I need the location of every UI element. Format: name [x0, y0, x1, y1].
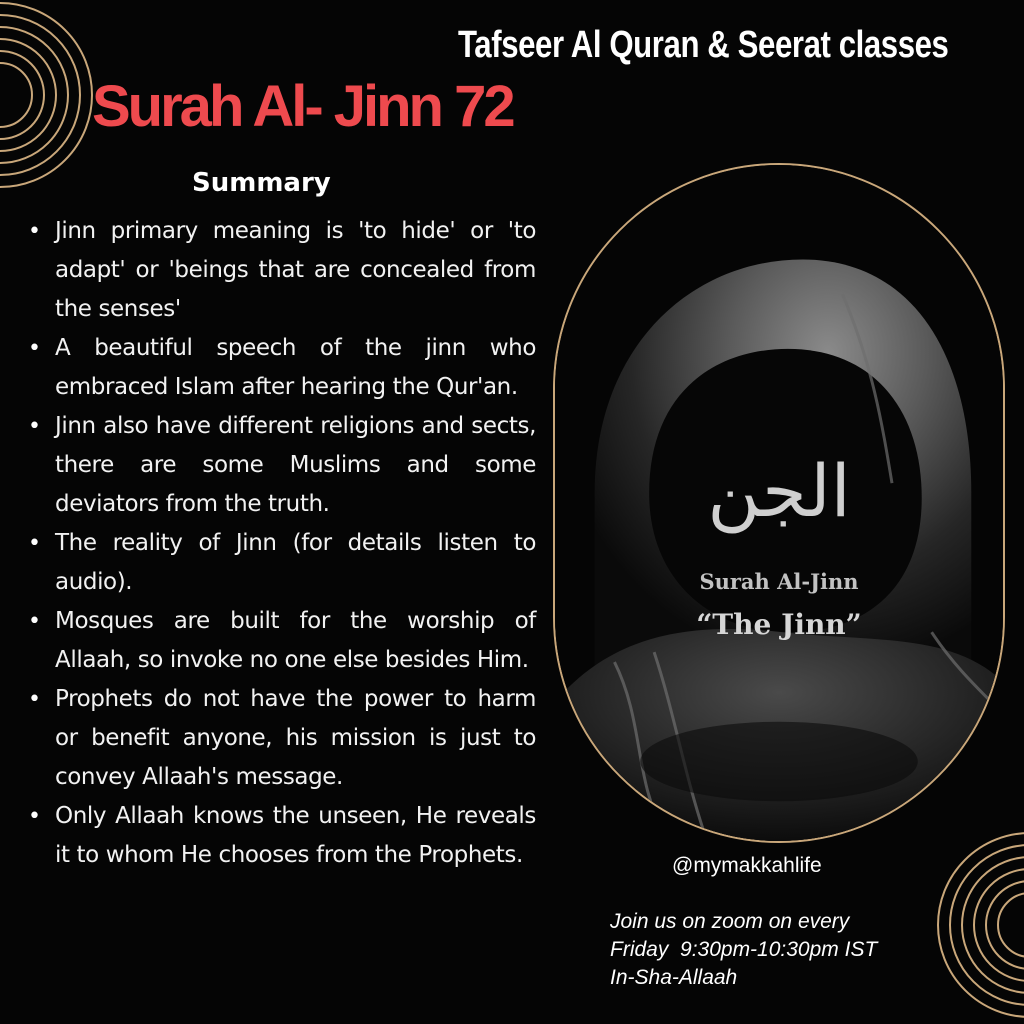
summary-item: • The reality of Jinn (for details listen to audio).: [24, 524, 536, 602]
join-info: [610, 908, 877, 992]
summary-item: • Only Allaah knows the unseen, He reveals it to whom He chooses from the Prophets.: [24, 797, 536, 875]
summary-item: • Mosques are built for the worship of Allaah, so invoke no one else besides Him.: [24, 602, 536, 680]
concentric-rings-decoration-top-left: [0, 0, 95, 190]
summary-heading: Summary: [192, 168, 331, 198]
portrait-caption: “The Jinn”: [696, 608, 862, 641]
concentric-rings-decoration-bottom-right: [935, 830, 1024, 1020]
surah-title: Surah Al- Jinn 72: [92, 74, 513, 139]
portrait-subtitle: Surah Al-Jinn: [699, 569, 859, 594]
join-line-1: Join us on zoom on every: [610, 910, 850, 933]
hooded-figure-portrait: [553, 163, 1005, 843]
social-handle: @mymakkahlife: [672, 854, 822, 877]
summary-item: • Prophets do not have the power to harm or benefit anyone, his mission is just to convey Allaah's message.: [24, 680, 536, 797]
join-line-3: In-Sha-Allaah: [610, 966, 738, 989]
summary-item: • Jinn primary meaning is 'to hide' or 'to adapt' or 'beings that are concealed from the senses': [24, 212, 536, 329]
summary-item: • A beautiful speech of the jinn who embraced Islam after hearing the Qur'an.: [24, 329, 536, 407]
arabic-title: الجن: [707, 449, 851, 533]
join-line-2: Friday 9:30pm-10:30pm IST: [610, 938, 878, 961]
summary-list: [24, 212, 536, 875]
series-title: Tafseer Al Quran & Seerat classes: [458, 24, 949, 66]
summary-item: • Jinn also have different religions and sects, there are some Muslims and some deviators from the truth.: [24, 407, 536, 524]
